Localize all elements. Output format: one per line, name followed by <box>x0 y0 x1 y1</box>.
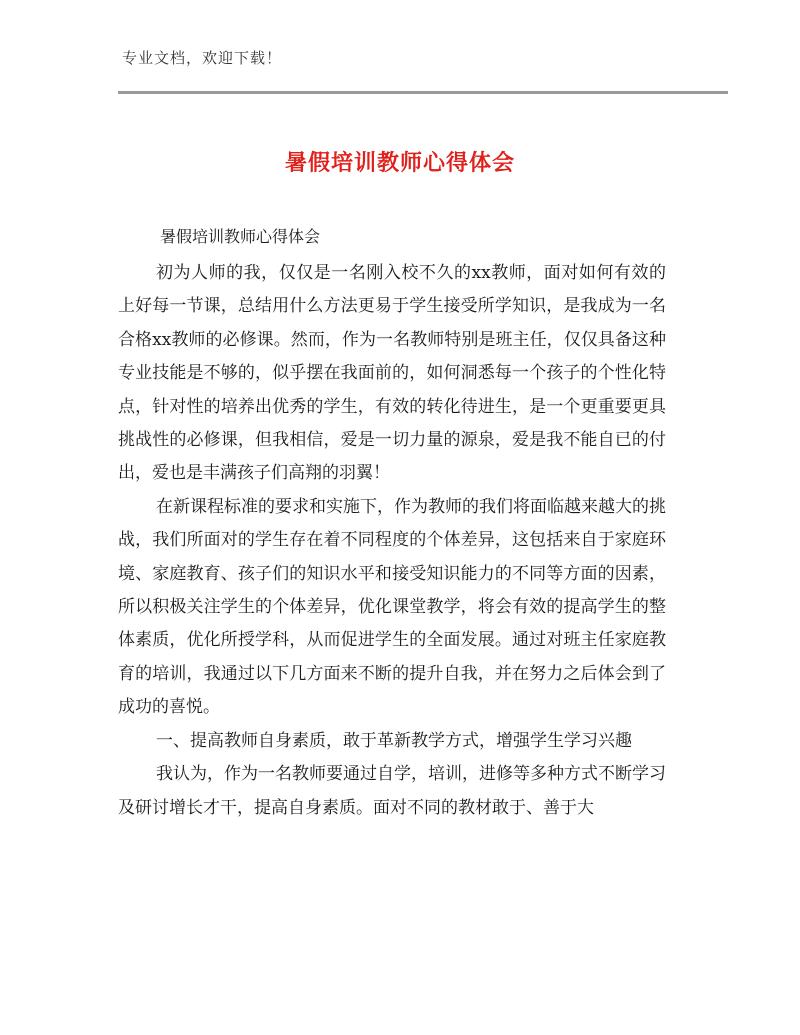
section-heading-1: 一、提高教师自身素质，敢于革新教学方式，增强学生学习兴趣 <box>156 730 632 751</box>
paragraph-1: 初为人师的我，仅仅是一名刚入校不久的xx教师，面对如何有效的上好每一节课，总结用什么方法更易于学生接受所学知识，是我成为一名合格xx教师的必修课。然而，作为一名教师特别是班主任，仅仅具备这种专业技能是不够的，似乎摆在我面前的，如何洞悉每一个孩子的个性化特点，针对性的培养出优秀的学生，有效的转化待进生，是一个更重要更具挑战性的必修课，但我相信，爱是一切力量的源泉，爱是我不能自已的付出，爱也是丰满孩子们高翔的羽翼！ <box>118 263 666 484</box>
paragraph-3: 我认为，作为一名教师要通过自学，培训，进修等多种方式不断学习及研讨增长才干，提高自身素质。面对不同的教材敢于、善于大 <box>118 764 666 818</box>
document-subtitle: 暑假培训教师心得体会 <box>160 227 321 246</box>
document-title: 暑假培训教师心得体会 <box>284 151 515 176</box>
paragraph-2: 在新课程标准的要求和实施下，作为教师的我们将面临越来越大的挑战，我们所面对的学生存在着不同程度的个体差异，这包括来自于家庭环境、家庭教育、孩子们的知识水平和接受知识能力的不同等方面的因素，所以积极关注学生的个体差异，优化课堂教学，将会有效的提高学生的整体素质，优化所授学科，从而促进学生的全面发展。通过对班主任家庭教育的培训，我通过以下几方面来不断的提升自我，并在努力之后体会到了成功的喜悦。 <box>118 496 666 718</box>
document-body <box>118 257 666 825</box>
header-note: 专业文档，欢迎下载！ <box>122 49 283 67</box>
header-divider <box>118 91 728 94</box>
